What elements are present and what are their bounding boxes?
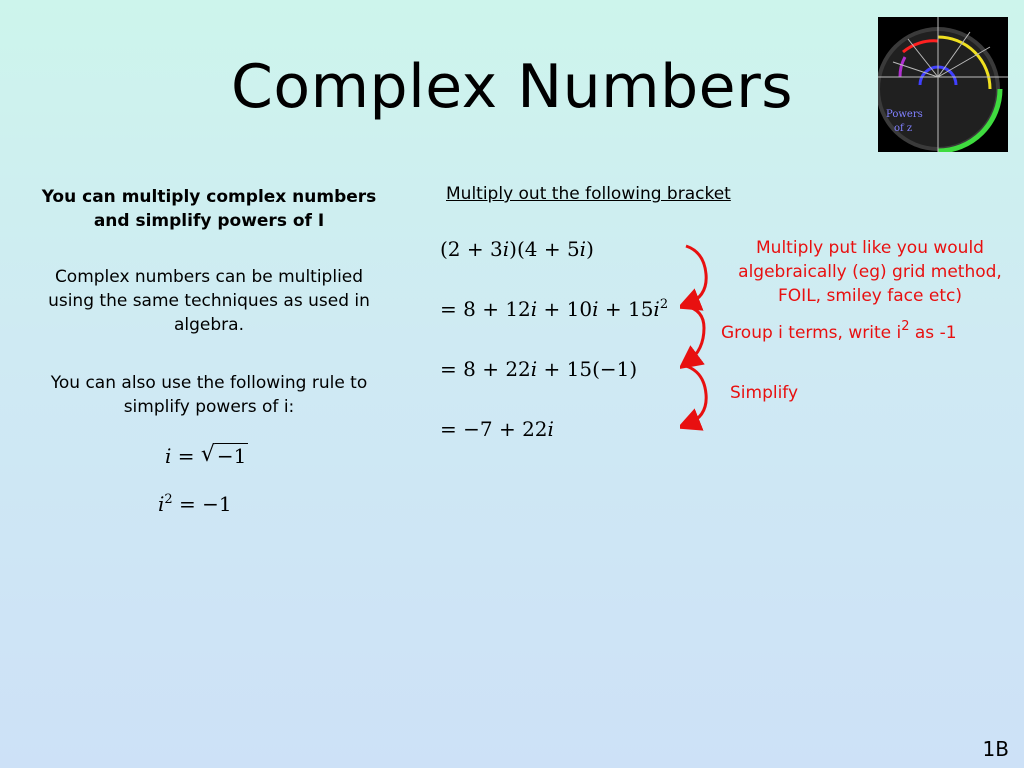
note-group-i-terms: Group i terms, write $i^2$ as -1 (721, 319, 957, 343)
slide-title: Complex Numbers (230, 52, 794, 122)
brace-arrow-3 (686, 366, 706, 424)
powers-rule-intro: You can also use the following rule to simplify powers of i: (50, 373, 368, 417)
step-brace-arrows (680, 240, 720, 435)
step-2-expanded: = $8 + 12i + 10i + 15i^2$ (440, 297, 669, 321)
step-4-result: = −7 + 22i (440, 417, 554, 441)
worked-example-heading: Multiply out the following bracket (446, 184, 731, 204)
lesson-objective: You can multiply complex numbers and simplify powers of I (41, 187, 377, 231)
note-multiply-methods: Multiply put like you would algebraically (eg) grid method, FOIL, smiley face etc) (738, 238, 1002, 306)
svg-text:of z: of z (894, 123, 913, 134)
spiral-graphic (878, 17, 1008, 152)
rule-i-squared: $i^2 = -1$ (158, 492, 232, 516)
sqrt-symbol-icon: √ (200, 442, 215, 467)
step-3-grouped: = 8 + 22i + 15(−1) (440, 357, 638, 381)
multiplication-explanation: Complex numbers can be multiplied using the same techniques as used in algebra. (48, 267, 370, 335)
powers-of-z-logo (878, 17, 1008, 152)
page-number: 1B (982, 737, 1009, 761)
brace-arrow-1 (686, 246, 706, 304)
brace-arrow-2 (686, 306, 704, 362)
note-simplify: Simplify (730, 383, 799, 403)
step-1-expression: (2 + 3i)(4 + 5i) (440, 237, 594, 261)
svg-text:Powers: Powers (886, 109, 923, 120)
rule-i-equals-sqrt-minus-one: i = √ −1 (165, 442, 247, 468)
